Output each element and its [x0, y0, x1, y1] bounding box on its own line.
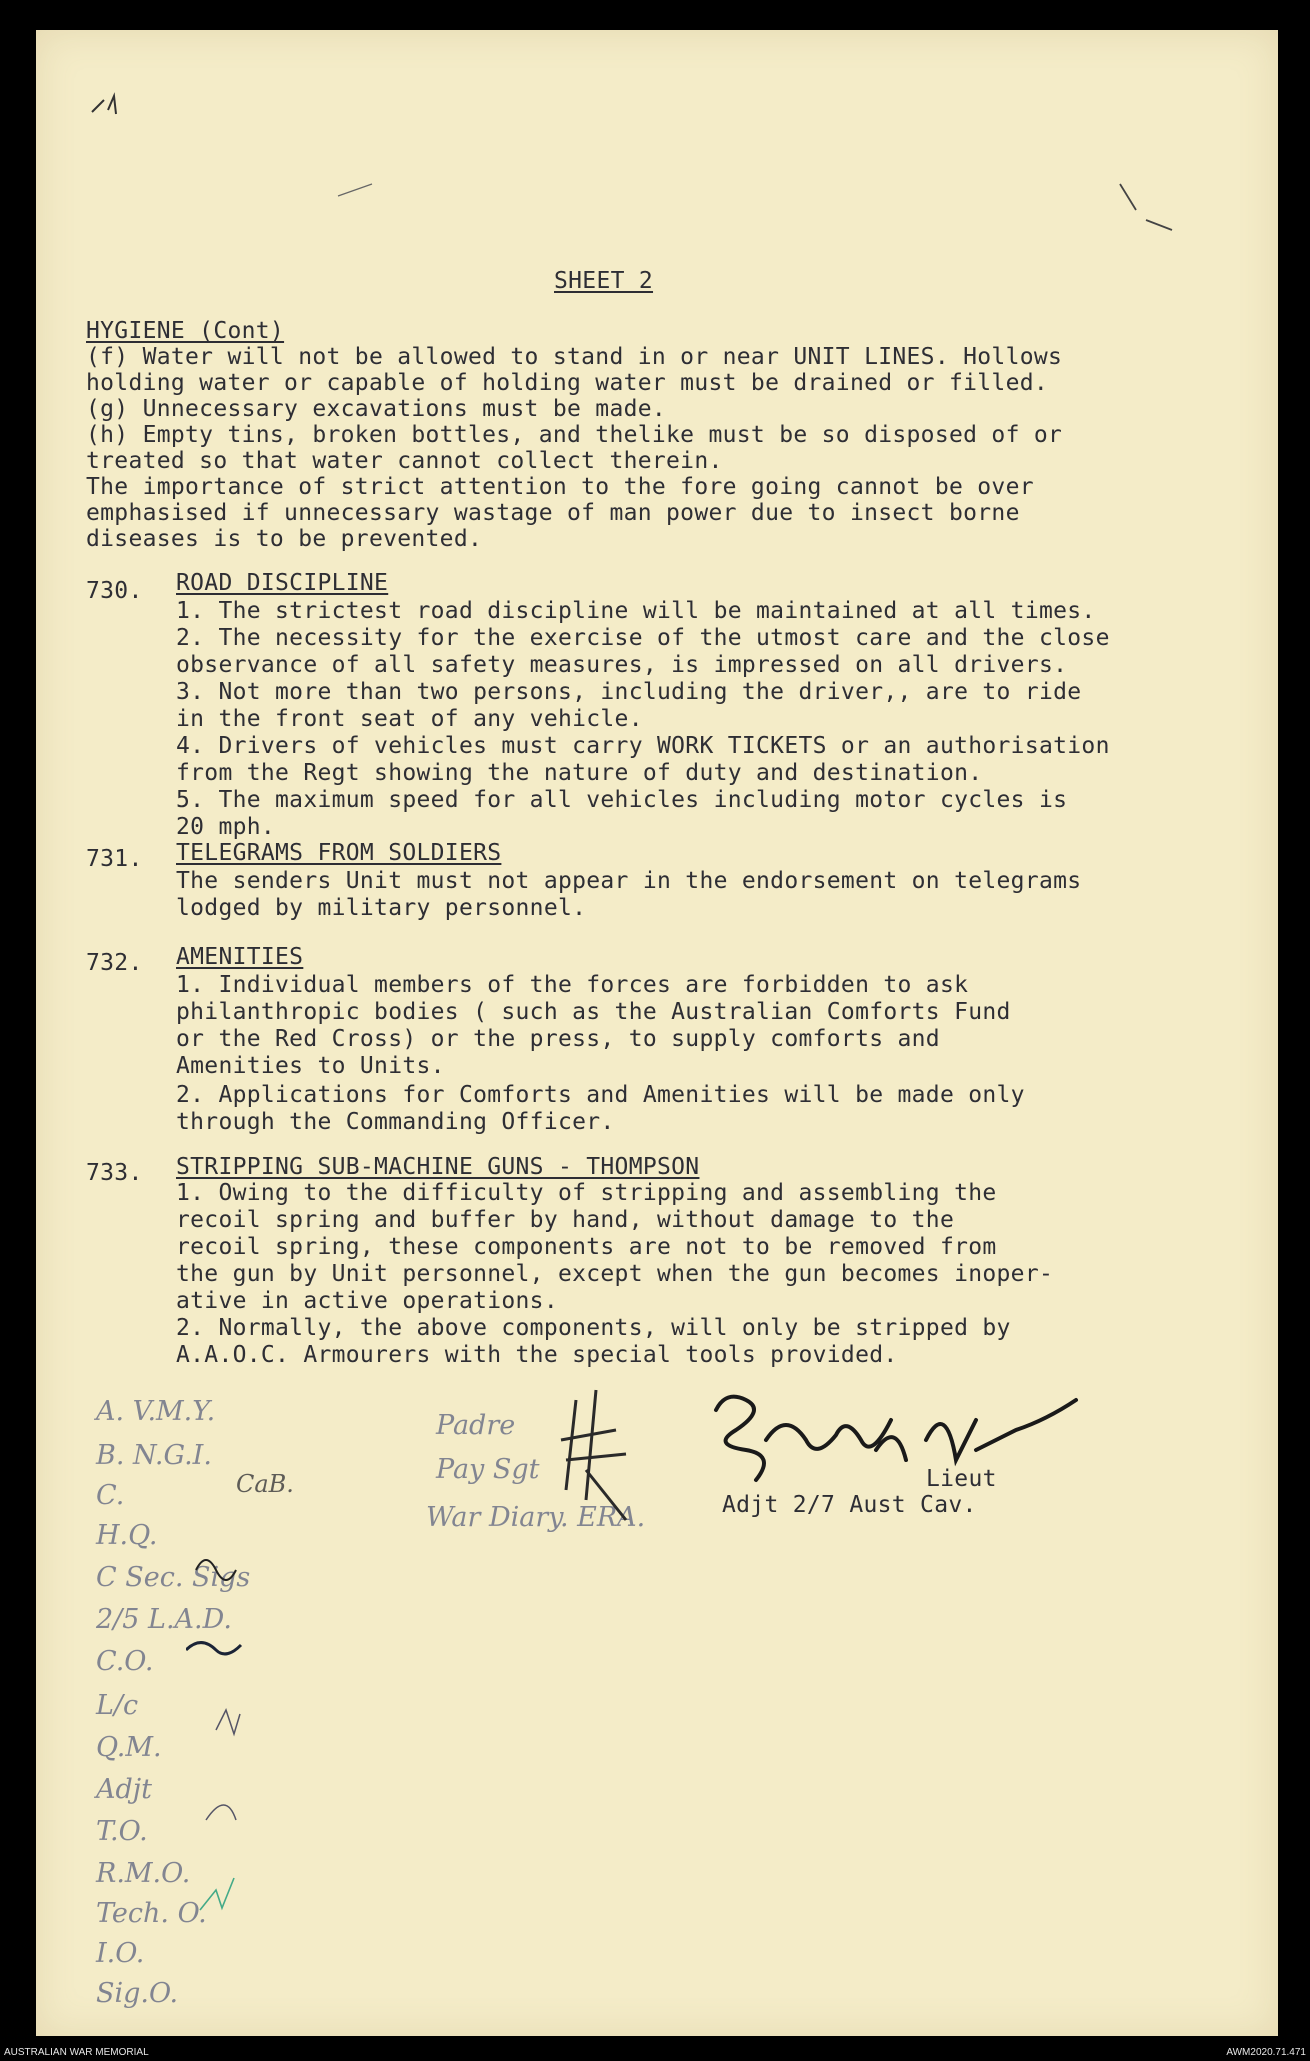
handwritten-entry: A. V.M.Y.	[96, 1396, 216, 1427]
pen-mark-top-left	[88, 90, 128, 120]
section-line: 1. The strictest road discipline will be maintained at all times.	[176, 598, 1096, 624]
handwritten-entry: 2/5 L.A.D.	[96, 1604, 232, 1635]
hygiene-line: holding water or capable of holding water must be drained or filled.	[86, 370, 1049, 396]
section-line: in the front seat of any vehicle.	[176, 706, 643, 732]
section-line: the gun by Unit personnel, except when the gun becomes inoper-	[176, 1261, 1054, 1287]
section-line: A.A.O.C. Armourers with the special tools provided.	[176, 1342, 898, 1368]
section-heading: STRIPPING SUB-MACHINE GUNS - THOMPSON	[176, 1154, 700, 1180]
section-number: 733.	[86, 1160, 143, 1186]
handwritten-note: War Diary. ERA.	[426, 1502, 646, 1533]
handwritten-entry: C Sec. Sigs	[96, 1562, 251, 1593]
section-heading: AMENITIES	[176, 944, 304, 970]
section-number: 732.	[86, 950, 143, 976]
footer-catalogue-id: AWM2020.71.471	[1226, 2047, 1306, 2058]
section-line: ative in active operations.	[176, 1288, 558, 1314]
handwritten-entry: H.Q.	[96, 1520, 158, 1551]
hygiene-line: (h) Empty tins, broken bottles, and thelike must be so disposed of or	[86, 422, 1063, 448]
handwritten-note: Padre	[436, 1410, 516, 1441]
section-line: 2. Normally, the above components, will only be stripped by	[176, 1315, 1011, 1341]
section-line: 2. The necessity for the exercise of the utmost care and the close	[176, 625, 1110, 651]
section-line: philanthropic bodies ( such as the Australian Comforts Fund	[176, 999, 1011, 1025]
officer-signature	[696, 1380, 1116, 1490]
signature-rank: Lieut	[926, 1466, 997, 1492]
section-line: from the Regt showing the nature of duty and destination.	[176, 760, 983, 786]
handwritten-note: Pay Sgt	[436, 1454, 540, 1485]
section-line: The senders Unit must not appear in the endorsement on telegrams	[176, 868, 1082, 894]
section-heading: TELEGRAMS FROM SOLDIERS	[176, 840, 502, 866]
ink-initials	[556, 1380, 656, 1530]
handwritten-entry: L/c	[96, 1690, 139, 1721]
section-line: 1. Individual members of the forces are forbidden to ask	[176, 972, 969, 998]
section-line: 20 mph.	[176, 814, 276, 840]
section-line: 2. Applications for Comforts and Amenities will be made only	[176, 1082, 1025, 1108]
section-line: 3. Not more than two persons, including the driver,, are to ride	[176, 679, 1082, 705]
section-line: or the Red Cross) or the press, to supply comforts and	[176, 1026, 940, 1052]
section-line: observance of all safety measures, is impressed on all drivers.	[176, 652, 1068, 678]
signature-appointment: Adjt 2/7 Aust Cav.	[722, 1492, 977, 1518]
handwritten-entry: C.O.	[96, 1646, 154, 1677]
sheet-title: SHEET 2	[554, 268, 654, 294]
handwritten-entry: T.O.	[96, 1816, 148, 1847]
handwritten-note: CaB.	[236, 1470, 294, 1498]
handwritten-entry: I.O.	[96, 1938, 145, 1969]
section-line: lodged by military personnel.	[176, 895, 587, 921]
pen-mark-top-center	[336, 180, 376, 200]
hygiene-line: The importance of strict attention to the fore going cannot be over	[86, 474, 1034, 500]
initials-marks	[186, 1530, 306, 2010]
section-line: recoil spring and buffer by hand, without damage to the	[176, 1207, 955, 1233]
handwritten-entry: Sig.O.	[96, 1978, 179, 2009]
hygiene-line: diseases is to be prevented.	[86, 526, 483, 552]
section-line: through the Commanding Officer.	[176, 1109, 615, 1135]
handwritten-entry: Q.M.	[96, 1732, 162, 1763]
hygiene-line: emphasised if unnecessary wastage of man power due to insect borne	[86, 500, 1020, 526]
handwritten-entry: Adjt	[96, 1774, 153, 1805]
section-line: Amenities to Units.	[176, 1053, 445, 1079]
handwritten-entry: C.	[96, 1480, 125, 1511]
section-number: 731.	[86, 846, 143, 872]
hygiene-line: (f) Water will not be allowed to stand in or near UNIT LINES. Hollows	[86, 344, 1063, 370]
handwritten-entry: B. N.G.I.	[96, 1440, 212, 1471]
hygiene-line: treated so that water cannot collect therein.	[86, 448, 723, 474]
handwritten-entry: R.M.O.	[96, 1858, 191, 1889]
section-line: recoil spring, these components are not to be removed from	[176, 1234, 997, 1260]
section-line: 1. Owing to the difficulty of stripping and assembling the	[176, 1180, 997, 1206]
document-page	[36, 30, 1278, 2036]
handwritten-entry: Tech. O.	[96, 1898, 207, 1929]
footer-archive-label: AUSTRALIAN WAR MEMORIAL	[4, 2047, 149, 2058]
pen-mark-top-right	[1116, 180, 1176, 240]
hygiene-heading: HYGIENE (Cont)	[86, 318, 285, 344]
hygiene-line: (g) Unnecessary excavations must be made.	[86, 396, 667, 422]
section-line: 4. Drivers of vehicles must carry WORK TICKETS or an authorisation	[176, 733, 1110, 759]
section-heading: ROAD DISCIPLINE	[176, 570, 389, 596]
section-line: 5. The maximum speed for all vehicles including motor cycles is	[176, 787, 1068, 813]
section-number: 730.	[86, 578, 143, 604]
